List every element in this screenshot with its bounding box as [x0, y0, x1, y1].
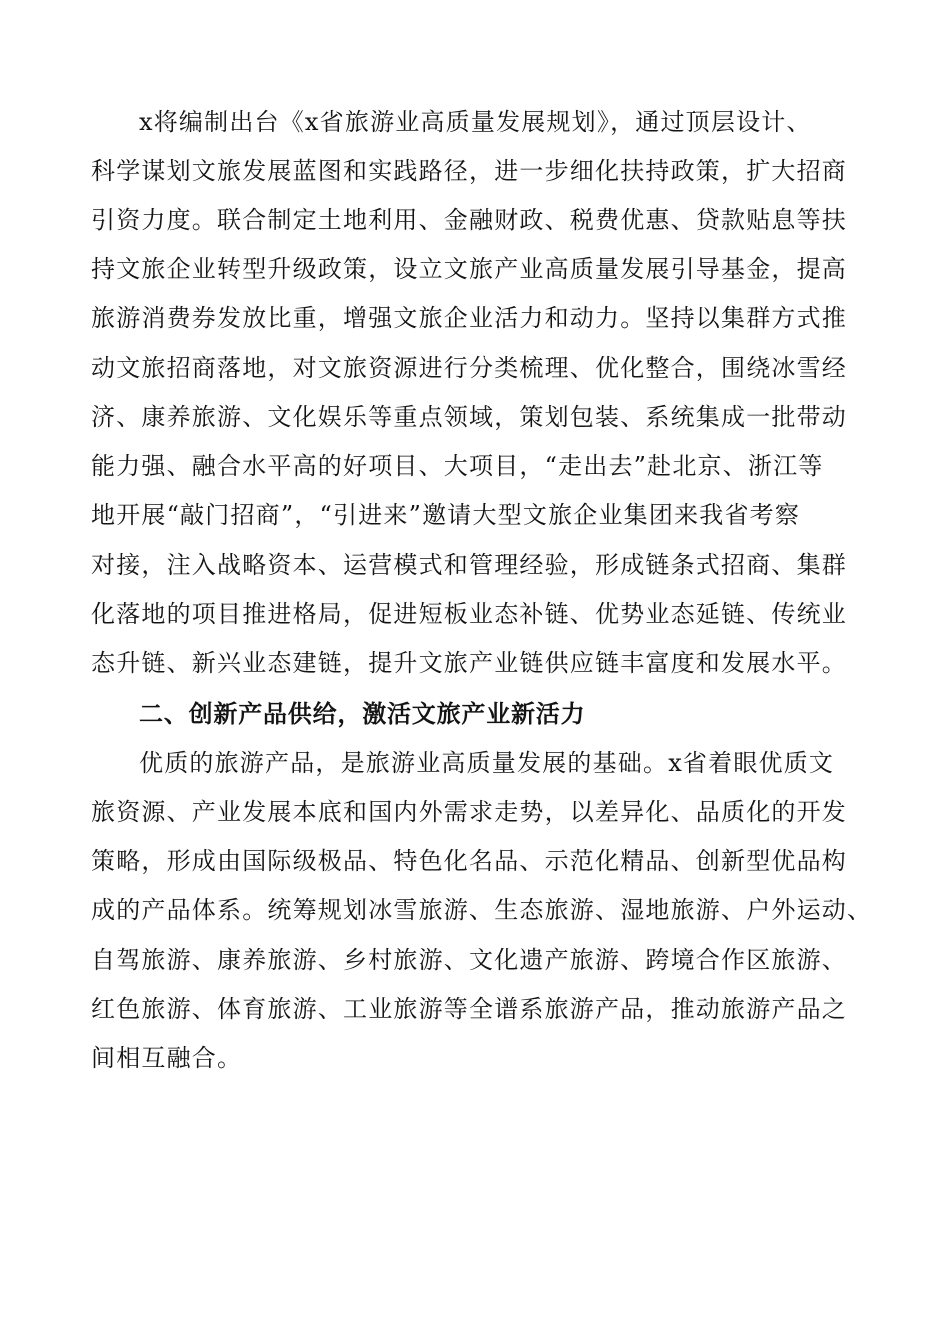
paragraph-1-line-9: 地开展“敲门招商”，“引进来”邀请大型文旅企业集团来我省考察 [91, 501, 801, 529]
paragraph-2-line-4: 成的产品体系。统筹规划冰雪旅游、生态旅游、湿地旅游、户外运动、 [91, 896, 873, 924]
paragraph-1-line-6: 动文旅招商落地，对文旅资源进行分类梳理、优化整合，围绕冰雪经 [91, 354, 847, 382]
paragraph-2-line-6: 红色旅游、体育旅游、工业旅游等全谱系旅游产品，推动旅游产品之 [91, 995, 847, 1023]
paragraph-1-line-4: 持文旅企业转型升级政策，设立文旅产业高质量发展引导基金，提高 [91, 255, 847, 283]
paragraph-1-line-5: 旅游消费券发放比重，增强文旅企业活力和动力。坚持以集群方式推 [91, 304, 847, 332]
paragraph-1-line-10: 对接，注入战略资本、运营模式和管理经验，形成链条式招商、集群 [91, 551, 847, 579]
paragraph-2-line-7: 间相互融合。 [91, 1044, 243, 1072]
paragraph-1-line-11: 化落地的项目推进格局，促进短板业态补链、优势业态延链、传统业 [91, 600, 847, 628]
paragraph-1-line-1: x将编制出台《x省旅游业高质量发展规划》，通过顶层设计、 [139, 108, 812, 136]
paragraph-1-line-2: 科学谋划文旅发展蓝图和实践路径，进一步细化扶持政策，扩大招商 [91, 157, 847, 185]
paragraph-1-line-7: 济、康养旅游、文化娱乐等重点领域，策划包装、系统集成一批带动 [91, 403, 847, 431]
paragraph-2-line-1: 优质的旅游产品，是旅游业高质量发展的基础。x省着眼优质文 [139, 749, 835, 777]
paragraph-1-line-12: 态升链、新兴业态建链，提升文旅产业链供应链丰富度和发展水平。 [91, 649, 847, 677]
paragraph-1-line-8: 能力强、融合水平高的好项目、大项目，“走出去”赴北京、浙江等 [91, 452, 824, 480]
paragraph-2-line-5: 自驾旅游、康养旅游、乡村旅游、文化遗产旅游、跨境合作区旅游、 [91, 946, 847, 974]
paragraph-2-line-3: 策略，形成由国际级极品、特色化名品、示范化精品、创新型优品构 [91, 847, 847, 875]
section-heading: 二、创新产品供给，激活文旅产业新活力 [139, 700, 586, 728]
paragraph-1-line-3: 引资力度。联合制定土地利用、金融财政、税费优惠、贷款贴息等扶 [91, 206, 847, 234]
paragraph-2-line-2: 旅资源、产业发展本底和国内外需求走势，以差异化、品质化的开发 [91, 798, 847, 826]
